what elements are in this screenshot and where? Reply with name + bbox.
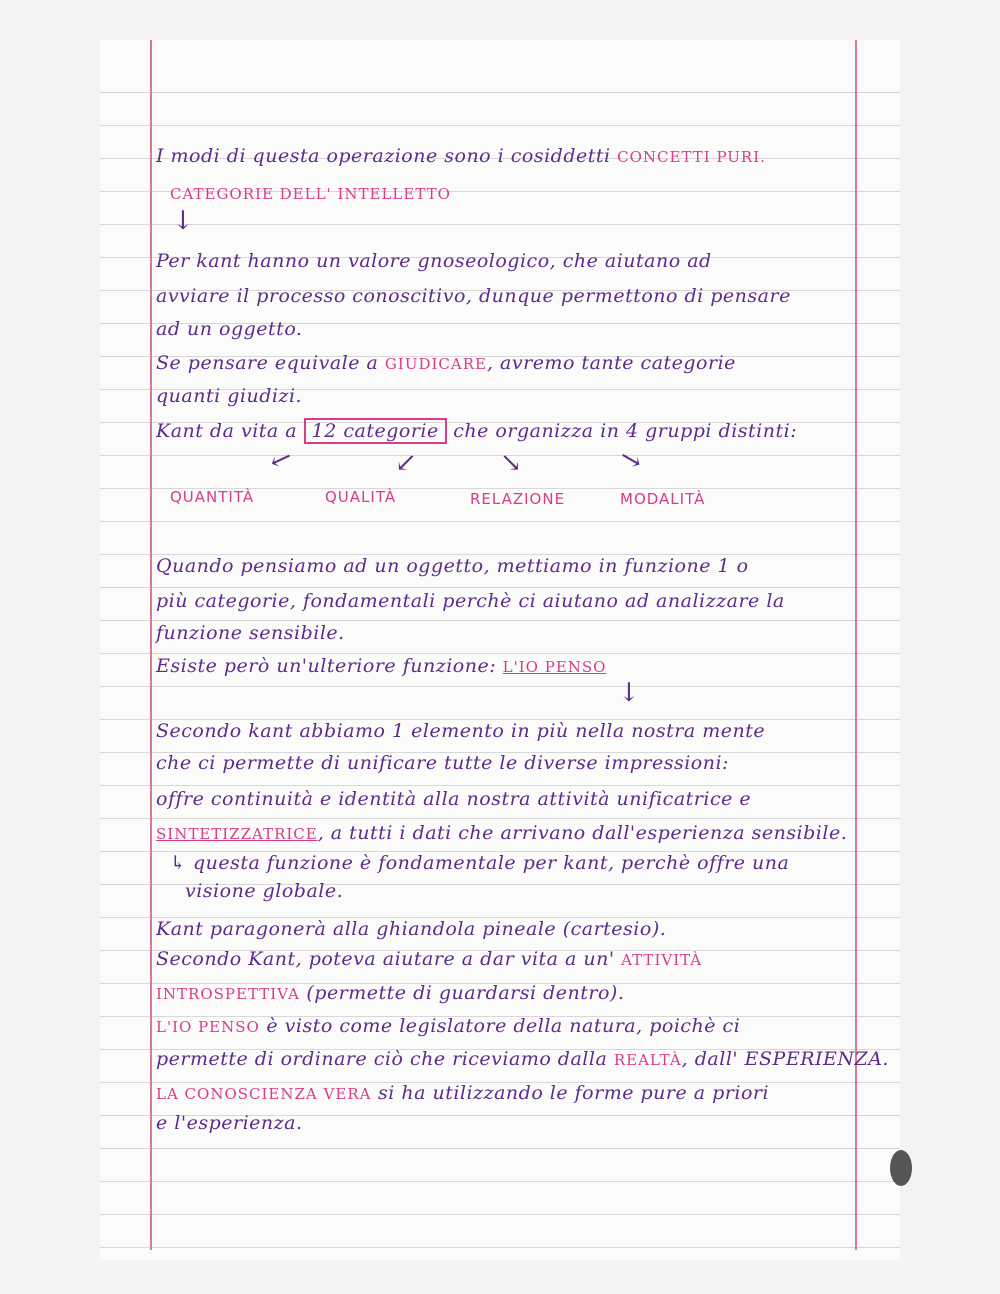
arrow-icon: ↘ xyxy=(616,442,646,478)
text-line: L'IO PENSO è visto come legislatore della natura, poichè ci xyxy=(156,1015,741,1037)
text-line: Secondo kant abbiamo 1 elemento in più nella nostra mente xyxy=(156,720,766,742)
text-line: LA CONOSCIENZA VERA si ha utilizzando le forme pure a priori xyxy=(156,1082,770,1104)
category-label: RELAZIONE xyxy=(470,490,566,508)
text-line: visione globale. xyxy=(185,880,344,902)
text-line: offre continuità e identità alla nostra attività unificatrice e xyxy=(156,788,752,810)
text-line: CATEGORIE DELL' INTELLETTO xyxy=(170,185,451,203)
text-line: e l'esperienza. xyxy=(156,1112,303,1134)
text-line: INTROSPETTIVA (permette di guardarsi dentro). xyxy=(156,982,625,1004)
text-line: Se pensare equivale a GIUDICARE, avremo tante categorie xyxy=(156,352,736,374)
text-line: funzione sensibile. xyxy=(156,622,345,644)
category-label: QUALITÀ xyxy=(325,488,397,506)
text-line: permette di ordinare ciò che riceviamo dalla REALTÀ, dall' ESPERIENZA. xyxy=(156,1048,889,1070)
arrow-icon: ↘ xyxy=(500,448,522,478)
arrow-icon: ↙ xyxy=(395,448,417,478)
arrow-down-icon: ↓ xyxy=(618,678,640,708)
notebook-page xyxy=(100,40,900,1260)
text-line: Kant paragonerà alla ghiandola pineale (cartesio). xyxy=(156,918,667,940)
left-margin-line xyxy=(150,40,152,1250)
text-line: avviare il processo conoscitivo, dunque permettono di pensare xyxy=(156,285,791,307)
text-line: Quando pensiamo ad un oggetto, mettiamo in funzione 1 o xyxy=(156,555,749,577)
text-line: I modi di questa operazione sono i cosiddetti CONCETTI PURI. xyxy=(156,145,766,167)
text-line: Esiste però un'ulteriore funzione: L'IO PENSO xyxy=(156,655,607,677)
category-label: MODALITÀ xyxy=(620,490,706,508)
category-label: QUANTITÀ xyxy=(170,488,255,506)
binder-hole xyxy=(890,1150,912,1186)
arrow-down-icon: ↓ xyxy=(172,206,194,236)
text-line: che ci permette di unificare tutte le diverse impressioni: xyxy=(156,752,729,774)
arrow-icon: ↙ xyxy=(265,442,297,478)
text-line: ad un oggetto. xyxy=(156,318,303,340)
text-line: ↳ questa funzione è fondamentale per kant, perchè offre una xyxy=(170,852,790,874)
text-line: SINTETIZZATRICE, a tutti i dati che arrivano dall'esperienza sensibile. xyxy=(156,822,848,844)
text-line: Kant da vita a 12 categorie che organizza in 4 gruppi distinti: xyxy=(156,420,798,442)
categories-box: 12 categorie xyxy=(304,418,447,444)
text-line: più categorie, fondamentali perchè ci aiutano ad analizzare la xyxy=(156,590,785,612)
text-line: quanti giudizi. xyxy=(156,385,303,407)
text-line: Per kant hanno un valore gnoseologico, che aiutano ad xyxy=(156,250,712,272)
text-line: Secondo Kant, poteva aiutare a dar vita a un' ATTIVITÀ xyxy=(156,948,703,970)
